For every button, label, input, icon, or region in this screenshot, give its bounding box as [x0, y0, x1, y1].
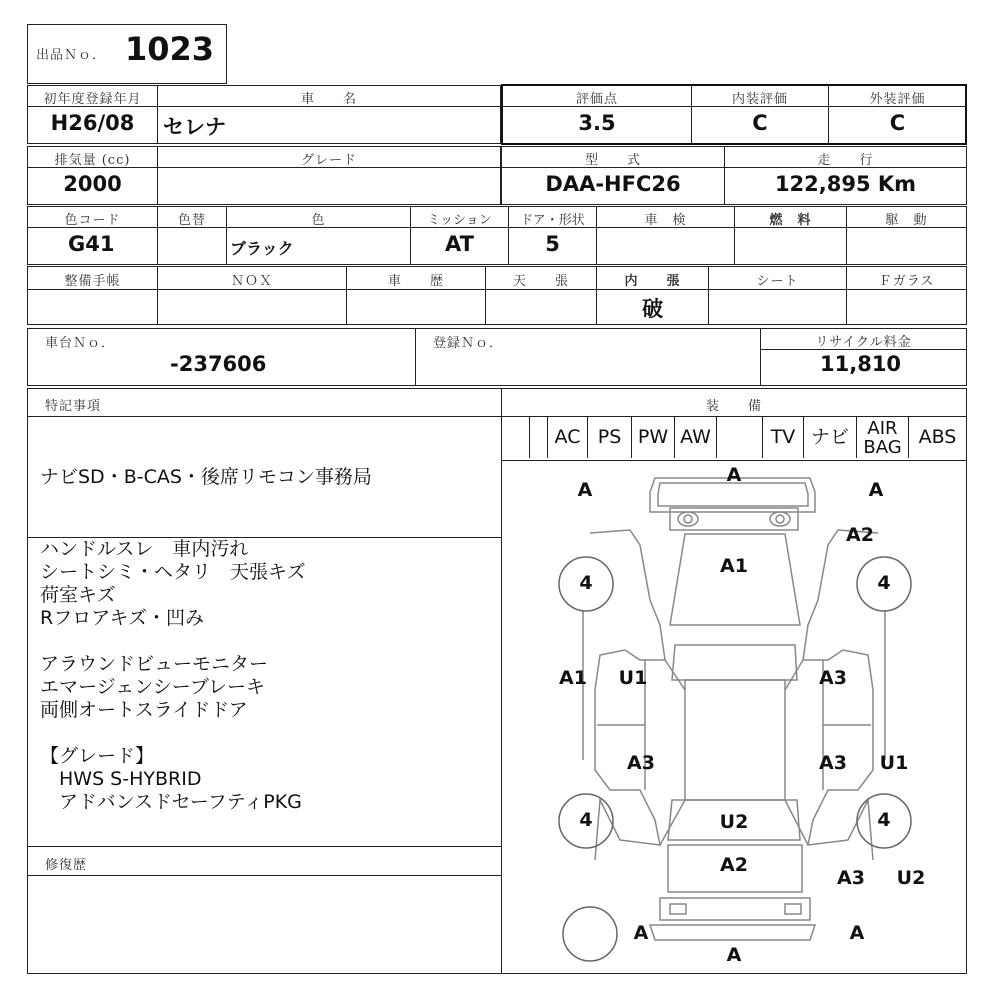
- damage-mark: 4: [877, 809, 891, 831]
- nox-cell: [157, 289, 347, 325]
- damage-mark: A2: [720, 854, 748, 876]
- interior-trim-label: 内 張: [624, 274, 681, 289]
- note-line: シートシミ・ヘタリ 天張キズ: [40, 561, 306, 583]
- damage-mark: A: [868, 479, 884, 501]
- chassis-value: -237606: [170, 352, 267, 376]
- inspection-cell: [596, 227, 735, 265]
- equip-tv: TV: [762, 417, 803, 458]
- damage-mark: A3: [819, 752, 847, 774]
- drive-label: 駆 動: [885, 213, 928, 228]
- chassis-label: 車台Ｎｏ．: [45, 336, 116, 351]
- maint-cell: [27, 289, 158, 325]
- recycle-value: 11,810: [820, 352, 902, 376]
- first-reg-label: 初年度登録年月: [43, 92, 142, 107]
- grade-label: グレード: [300, 153, 357, 168]
- score-value: 3.5: [578, 111, 616, 135]
- equip-abs: ABS: [908, 417, 966, 458]
- inspection-label: 車 検: [644, 213, 687, 228]
- disp-label: 排気量 (cc): [54, 153, 131, 168]
- damage-mark: 4: [579, 572, 593, 594]
- equip-blank2: [716, 417, 762, 458]
- fuel-cell: [734, 227, 847, 265]
- damage-mark: U2: [719, 811, 749, 833]
- damage-mark: 4: [877, 572, 891, 594]
- grade-cell: [157, 167, 501, 205]
- ceiling-cell: [485, 289, 597, 325]
- note-line: アドバンスドセーフティPKG: [40, 791, 302, 813]
- mission-label: ミッション: [427, 213, 492, 228]
- maint-label: 整備手帳: [64, 274, 121, 289]
- equip-blank: [529, 417, 547, 458]
- notes-line1: ナビSD・B-CAS・後席リモコン事務局: [40, 466, 372, 488]
- damage-mark: A1: [559, 667, 587, 689]
- interior-label: 内装評価: [731, 92, 788, 107]
- fglass-label: Ｆガラス: [878, 274, 935, 289]
- model-value: DAA-HFC26: [545, 172, 681, 196]
- damage-mark: A: [633, 922, 649, 944]
- color-label: 色: [311, 213, 326, 228]
- lot-label: 出品Ｎｏ．: [36, 48, 107, 63]
- damage-mark: 4: [579, 809, 593, 831]
- damage-mark: A: [726, 944, 742, 966]
- damage-mark: U2: [896, 867, 926, 889]
- door-value: 5: [545, 232, 560, 256]
- damage-mark: A: [577, 479, 593, 501]
- equip-aw: AW: [674, 417, 716, 458]
- color-change-cell: [157, 227, 227, 265]
- repair-label: 修復歴: [45, 858, 88, 873]
- damage-mark: A2: [846, 524, 874, 546]
- recycle-label: リサイクル料金: [815, 335, 912, 350]
- lot-number: 1023: [125, 30, 215, 68]
- disp-value: 2000: [63, 172, 122, 196]
- regno-label: 登録Ｎｏ．: [433, 336, 504, 351]
- seat-label: シート: [756, 274, 799, 289]
- exterior-label: 外装評価: [869, 92, 926, 107]
- car-name-value: セレナ: [163, 115, 226, 139]
- interior-trim-value: 破: [642, 297, 663, 321]
- mission-value: AT: [445, 232, 474, 256]
- interior-value: C: [752, 111, 768, 135]
- damage-mark: A3: [837, 867, 865, 889]
- equip-ac: AC: [547, 417, 587, 458]
- damage-mark: A: [726, 464, 742, 486]
- fglass-cell: [846, 289, 967, 325]
- score-label: 評価点: [575, 92, 618, 107]
- exterior-value: C: [889, 111, 906, 135]
- note-line: 両側オートスライドドア: [40, 699, 248, 721]
- note-line: Rフロアキズ・凹み: [40, 607, 205, 629]
- equipment-label: 装 備: [705, 399, 762, 414]
- model-label: 型 式: [584, 153, 641, 168]
- color-code-value: G41: [68, 232, 115, 256]
- notes-label: 特記事項: [45, 399, 102, 414]
- mileage-value: 122,895 Km: [774, 172, 917, 196]
- color-value: ブラック: [230, 239, 294, 258]
- ceiling-label: 天 張: [512, 274, 569, 289]
- damage-mark: A: [849, 922, 865, 944]
- history-cell: [346, 289, 486, 325]
- note-line: エマージェンシーブレーキ: [40, 676, 266, 698]
- first-reg-value: H26/08: [50, 111, 135, 135]
- note-line: アラウンドビューモニター: [40, 653, 269, 675]
- equip-ps: PS: [587, 417, 631, 458]
- damage-mark: A1: [720, 555, 748, 577]
- damage-mark: U1: [618, 667, 648, 689]
- color-code-label: 色コード: [64, 213, 121, 228]
- lower-divider: [501, 388, 502, 974]
- damage-mark: U1: [879, 752, 909, 774]
- seat-cell: [708, 289, 847, 325]
- note-line: 【グレード】: [40, 745, 155, 767]
- mileage-label: 走 行: [817, 153, 874, 168]
- note-line: HWS S-HYBRID: [40, 768, 202, 790]
- equip-airbag: AIR BAG: [856, 417, 908, 458]
- car-name-label: 車 名: [300, 92, 357, 107]
- drive-cell: [846, 227, 967, 265]
- damage-mark: A3: [627, 752, 655, 774]
- note-line: ハンドルスレ 車内汚れ: [40, 538, 249, 560]
- nox-label: ＮＯＸ: [230, 274, 273, 289]
- fuel-label: 燃 料: [769, 213, 812, 228]
- repair-label-cell: [27, 846, 502, 876]
- door-label: ドア・形状: [520, 213, 585, 228]
- history-label: 車 歴: [387, 274, 444, 289]
- equip-navi: ナビ: [803, 417, 856, 458]
- note-line: 荷室キズ: [40, 584, 116, 606]
- equip-pw: PW: [631, 417, 674, 458]
- damage-mark: A3: [819, 667, 847, 689]
- color-change-label: 色替: [177, 213, 206, 228]
